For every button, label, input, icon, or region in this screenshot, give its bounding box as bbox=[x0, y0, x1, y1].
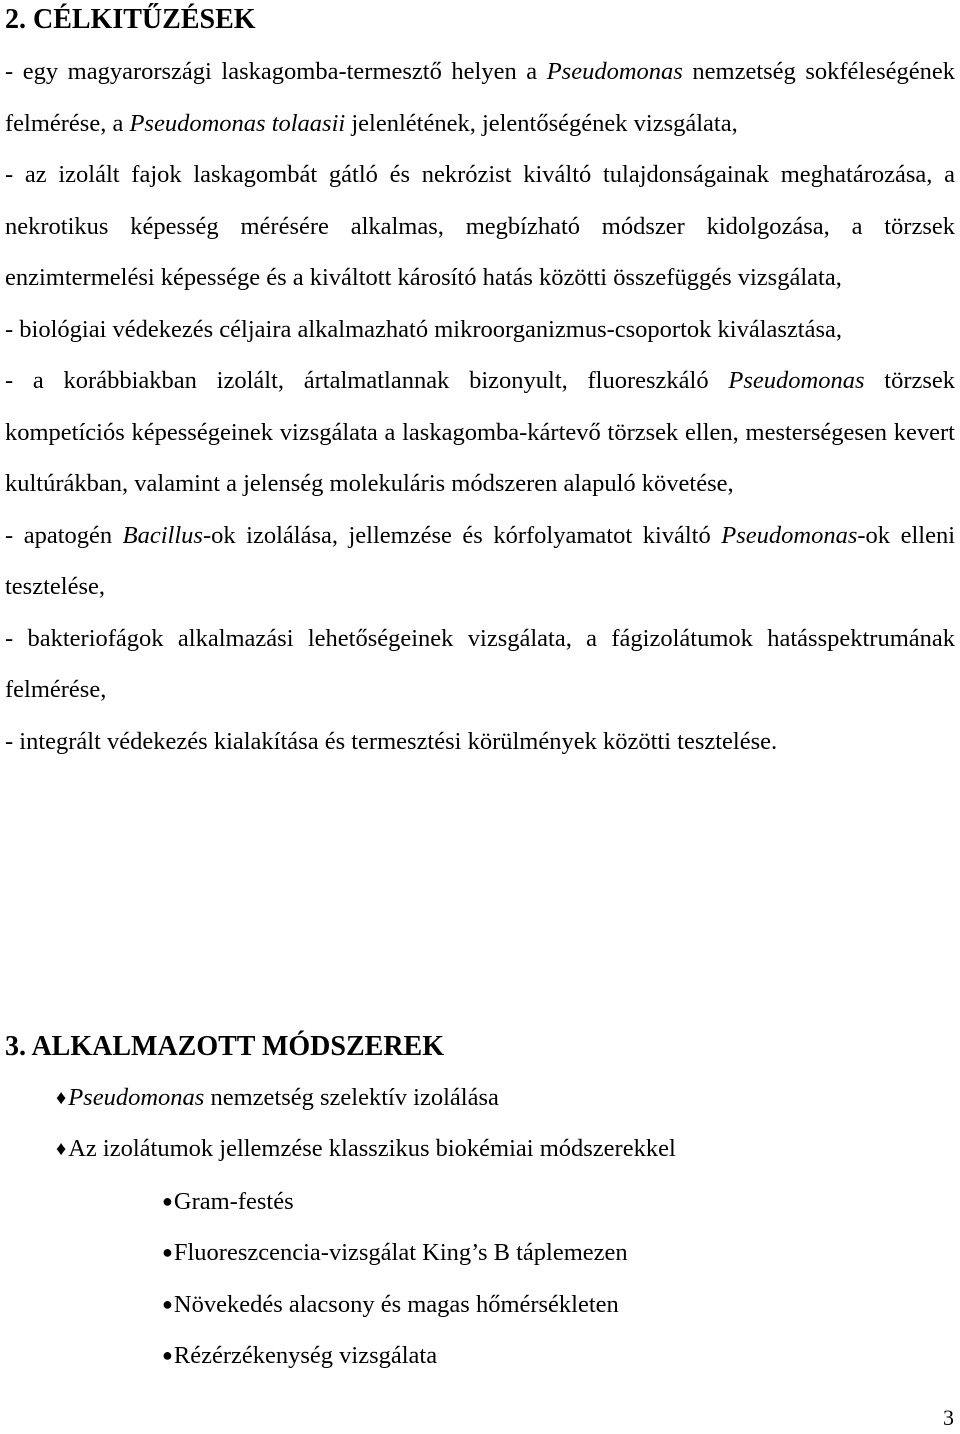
method-item-selective-isolation bbox=[56, 1081, 499, 1115]
italic-term: Pseudomonas bbox=[546, 58, 683, 85]
text-run: Gram-festés bbox=[173, 1188, 294, 1215]
text-run: Rézérzékenység vizsgálata bbox=[173, 1342, 438, 1369]
italic-term: Pseudomonas bbox=[721, 521, 858, 549]
text-run: - a korábbiakban izolált, ártalmatlannak bizonyult, fluoreszkáló bbox=[5, 367, 729, 394]
circle-bullet-icon: ● bbox=[162, 1345, 173, 1365]
text-run: - az izolált fajok laskagombát gátló és nekrózist kiváltó tulajdonságainak meghatározása, a nekrotikus képesség mérésére alkalmas, megbízható módszer kidolgozása, a törzsek enzimtermelési képessége és a kiváltott károsító hatás közötti összefüggés vizsgálata, bbox=[5, 161, 955, 291]
objective-paragraph-4 bbox=[5, 355, 955, 510]
method-subitem-fluorescence bbox=[162, 1235, 628, 1270]
text-run: - biológiai védekezés céljaira alkalmazható mikroorganizmus-csoportok kiválasztása, bbox=[5, 315, 842, 343]
text-run: Növekedés alacsony és magas hőmérsékleten bbox=[173, 1291, 619, 1318]
objective-paragraph-2 bbox=[5, 149, 955, 304]
italic-term: Pseudomonas bbox=[68, 1084, 205, 1111]
diamond-bullet-icon: ♦ bbox=[56, 1087, 67, 1109]
circle-bullet-icon: ● bbox=[162, 1242, 173, 1262]
text-run: nemzetség sokféleségének felmérése, a bbox=[5, 58, 956, 137]
method-item-biochemical bbox=[56, 1132, 676, 1166]
method-subitem-temperature-growth bbox=[162, 1287, 619, 1322]
italic-term: Pseudomonas bbox=[728, 367, 865, 394]
text-run: törzsek kompetíciós képességeinek vizsgálata a laskagomba-kártevő törzsek ellen, mesterségesen kevert kultúrákban, valamint a jelenség molekuláris módszeren alapuló követése, bbox=[5, 367, 956, 497]
text-run: jelenlétének, jelentőségének vizsgálata, bbox=[345, 109, 738, 137]
diamond-bullet-icon: ♦ bbox=[56, 1138, 67, 1160]
circle-bullet-icon: ● bbox=[162, 1191, 173, 1211]
objective-paragraph-7 bbox=[5, 716, 955, 768]
objective-paragraph-5 bbox=[5, 510, 955, 613]
text-run: - bakteriofágok alkalmazási lehetőségeinek vizsgálata, a fágizolátumok hatásspektrumának felmérése, bbox=[5, 624, 955, 703]
text-run: nemzetség szelektív izolálása bbox=[204, 1084, 499, 1111]
objective-paragraph-1 bbox=[5, 46, 955, 149]
text-run: Fluoreszcencia-vizsgálat King’s B táplemezen bbox=[173, 1239, 628, 1266]
section-2-body bbox=[5, 46, 955, 767]
text-run: - egy magyarországi laskagomba-termesztő helyen a bbox=[5, 58, 547, 85]
text-run: Az izolátumok jellemzése klasszikus biokémiai módszerekkel bbox=[68, 1135, 676, 1162]
objective-paragraph-6 bbox=[5, 613, 955, 716]
text-run: - apatogén bbox=[5, 521, 123, 549]
method-subitem-gram-stain bbox=[162, 1184, 294, 1219]
text-run: -ok izolálása, jellemzése és kórfolyamatot kiváltó bbox=[202, 521, 722, 549]
text-run: -ok elleni tesztelése, bbox=[5, 521, 956, 600]
page-number: 3 bbox=[943, 1405, 954, 1430]
section-2-heading: 2. CÉLKITŰZÉSEK bbox=[5, 4, 256, 35]
italic-term: Bacillus bbox=[122, 521, 203, 549]
section-3-heading: 3. ALKALMAZOTT MÓDSZEREK bbox=[5, 1031, 445, 1062]
italic-term: Pseudomonas tolaasii bbox=[129, 109, 346, 137]
circle-bullet-icon: ● bbox=[162, 1294, 173, 1314]
text-run: - integrált védekezés kialakítása és termesztési körülmények közötti tesztelése. bbox=[5, 727, 778, 755]
objective-paragraph-3 bbox=[5, 304, 955, 356]
method-subitem-copper-sensitivity bbox=[162, 1338, 437, 1373]
